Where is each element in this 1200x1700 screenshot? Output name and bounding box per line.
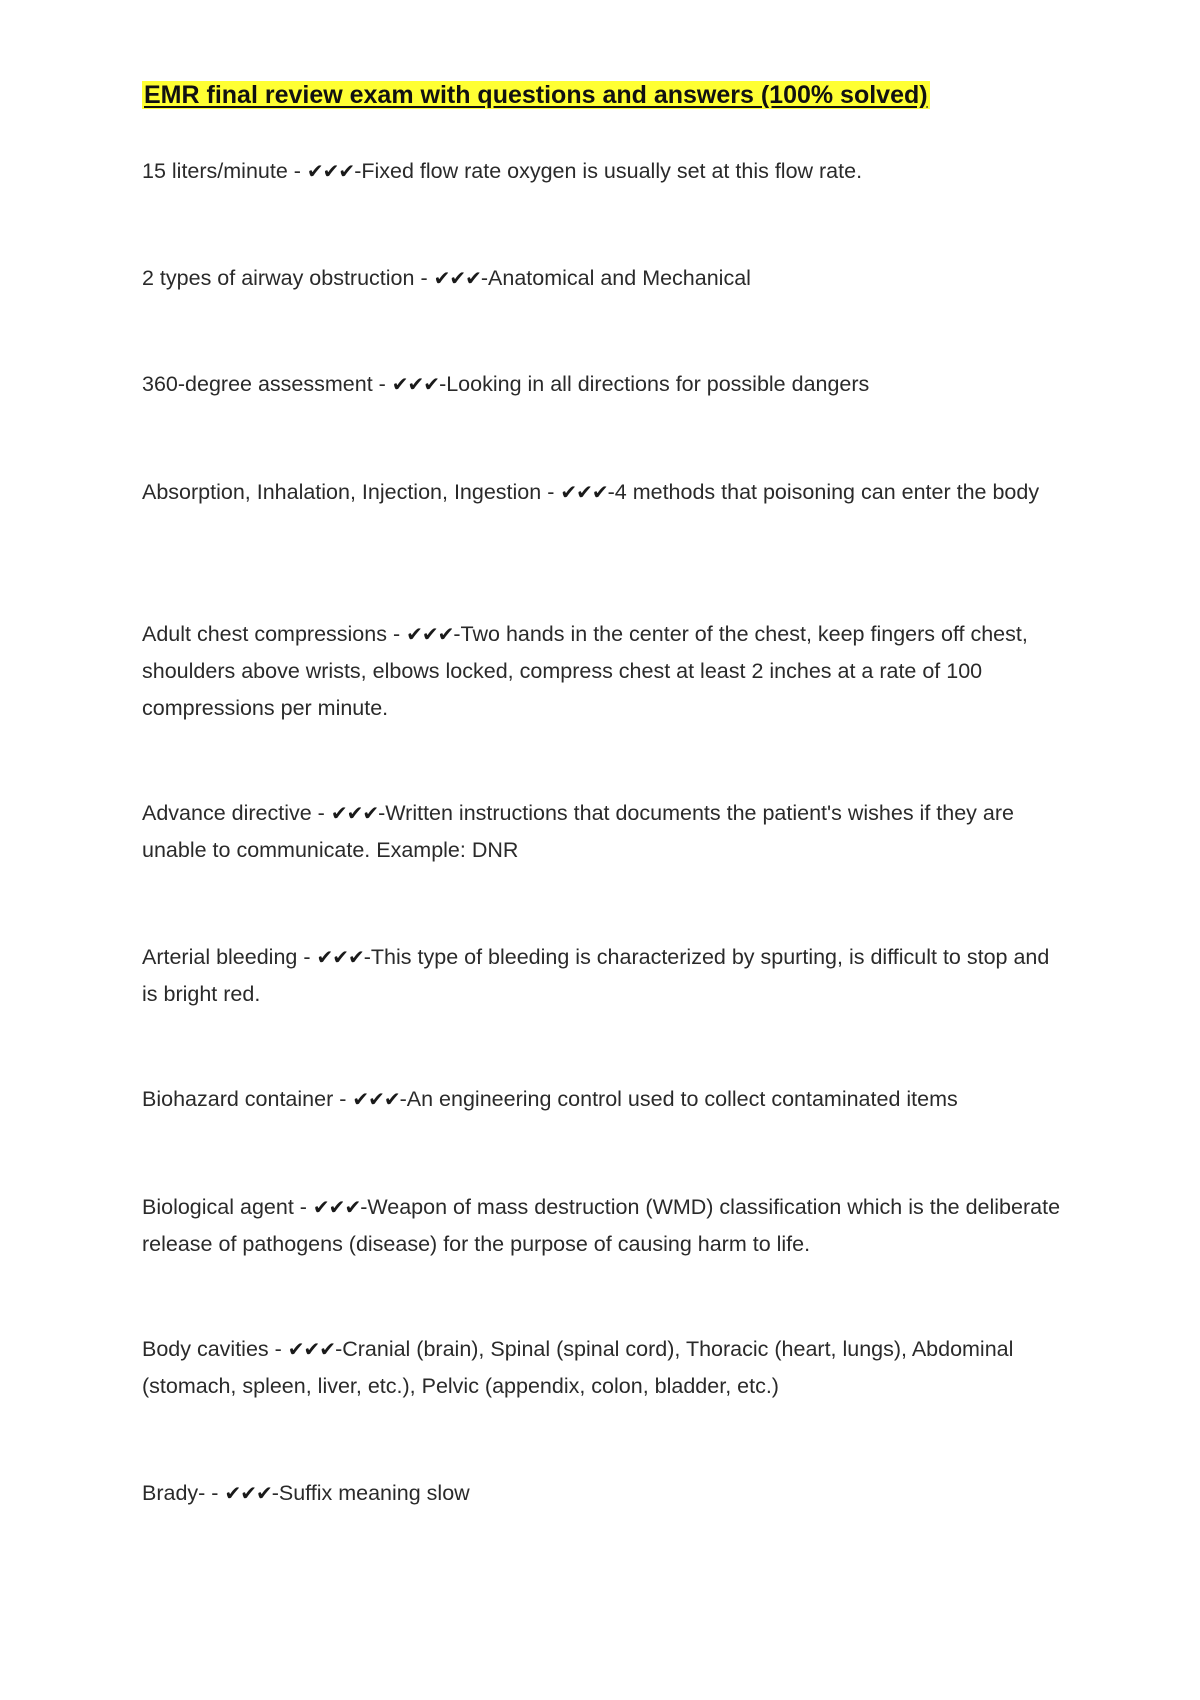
entry-definition: -Suffix meaning slow bbox=[271, 1481, 470, 1505]
check-marks-icon: ✔✔✔ bbox=[287, 1337, 336, 1361]
entry-separator: - bbox=[205, 1481, 225, 1505]
qa-entry bbox=[142, 616, 1062, 727]
entry-separator: - bbox=[297, 945, 317, 969]
title-highlight: EMR final review exam with questions and answers (100% solved) bbox=[144, 81, 928, 109]
entry-definition: -Written instructions that documents the patient's wishes if they are unable to communicate. Example: DNR bbox=[142, 801, 1014, 862]
entry-term: Adult chest compressions bbox=[142, 622, 387, 646]
qa-entry bbox=[142, 366, 1062, 403]
entry-term: 360-degree assessment bbox=[142, 372, 373, 396]
entry-separator: - bbox=[268, 1337, 288, 1361]
entry-definition: -An engineering control used to collect contaminated items bbox=[399, 1087, 958, 1111]
entry-definition: -Looking in all directions for possible dangers bbox=[439, 372, 870, 396]
entry-definition: -4 methods that poisoning can enter the body bbox=[607, 480, 1040, 504]
entry-term: Body cavities bbox=[142, 1337, 269, 1361]
qa-entry bbox=[142, 1189, 1062, 1263]
check-marks-icon: ✔✔✔ bbox=[306, 159, 355, 183]
entry-separator: - bbox=[287, 159, 307, 183]
entry-term: Biohazard container bbox=[142, 1087, 334, 1111]
entry-definition: -Fixed flow rate oxygen is usually set at this flow rate. bbox=[354, 159, 863, 183]
qa-entry bbox=[142, 795, 1062, 869]
check-marks-icon: ✔✔✔ bbox=[406, 622, 454, 646]
check-marks-icon: ✔✔✔ bbox=[560, 480, 608, 504]
check-marks-icon: ✔✔✔ bbox=[330, 801, 379, 825]
entry-definition: -This type of bleeding is characterized by spurting, is difficult to stop and is bright red. bbox=[142, 945, 1050, 1006]
entry-definition: -Anatomical and Mechanical bbox=[480, 266, 751, 290]
entry-separator: - bbox=[333, 1087, 353, 1111]
qa-entry bbox=[142, 153, 1062, 190]
check-marks-icon: ✔✔✔ bbox=[391, 372, 440, 396]
check-marks-icon: ✔✔✔ bbox=[312, 1195, 361, 1219]
entry-term: Arterial bleeding bbox=[142, 945, 298, 969]
entry-term: 15 liters/minute bbox=[142, 159, 288, 183]
entry-term: Absorption, Inhalation, Injection, Ingestion bbox=[142, 480, 542, 504]
entry-separator: - bbox=[541, 480, 561, 504]
entry-separator: - bbox=[311, 801, 331, 825]
check-marks-icon: ✔✔✔ bbox=[352, 1087, 400, 1111]
entry-separator: - bbox=[293, 1195, 313, 1219]
qa-entry bbox=[142, 260, 1062, 297]
qa-entry bbox=[142, 1331, 1062, 1405]
check-marks-icon: ✔✔✔ bbox=[433, 266, 481, 290]
entry-separator: - bbox=[414, 266, 434, 290]
entry-definition: -Weapon of mass destruction (WMD) classification which is the deliberate release of pathogens (disease) for the purpose of causing harm to life. bbox=[142, 1195, 1061, 1256]
entry-term: 2 types of airway obstruction bbox=[142, 266, 415, 290]
document-title bbox=[142, 78, 930, 112]
qa-entry bbox=[142, 939, 1062, 1013]
entry-term: Advance directive bbox=[142, 801, 312, 825]
entry-separator: - bbox=[386, 622, 407, 646]
entry-definition: -Two hands in the center of the chest, keep fingers off chest, shoulders above wrists, elbows locked, compress chest at least 2 inches at a rate of 100 compressions per minute. bbox=[142, 622, 1028, 720]
entry-term: Brady- bbox=[142, 1481, 206, 1505]
entry-definition: -Cranial (brain), Spinal (spinal cord), Thoracic (heart, lungs), Abdominal (stomach, spleen, liver, etc.), Pelvic (appendix, colon, bladder, etc.) bbox=[142, 1337, 1014, 1398]
entry-term: Biological agent bbox=[142, 1195, 294, 1219]
qa-entry bbox=[142, 1475, 1062, 1512]
qa-entry bbox=[142, 474, 1062, 511]
qa-entry bbox=[142, 1081, 1062, 1118]
entry-separator: - bbox=[372, 372, 392, 396]
check-marks-icon: ✔✔✔ bbox=[224, 1481, 272, 1505]
check-marks-icon: ✔✔✔ bbox=[316, 945, 364, 969]
